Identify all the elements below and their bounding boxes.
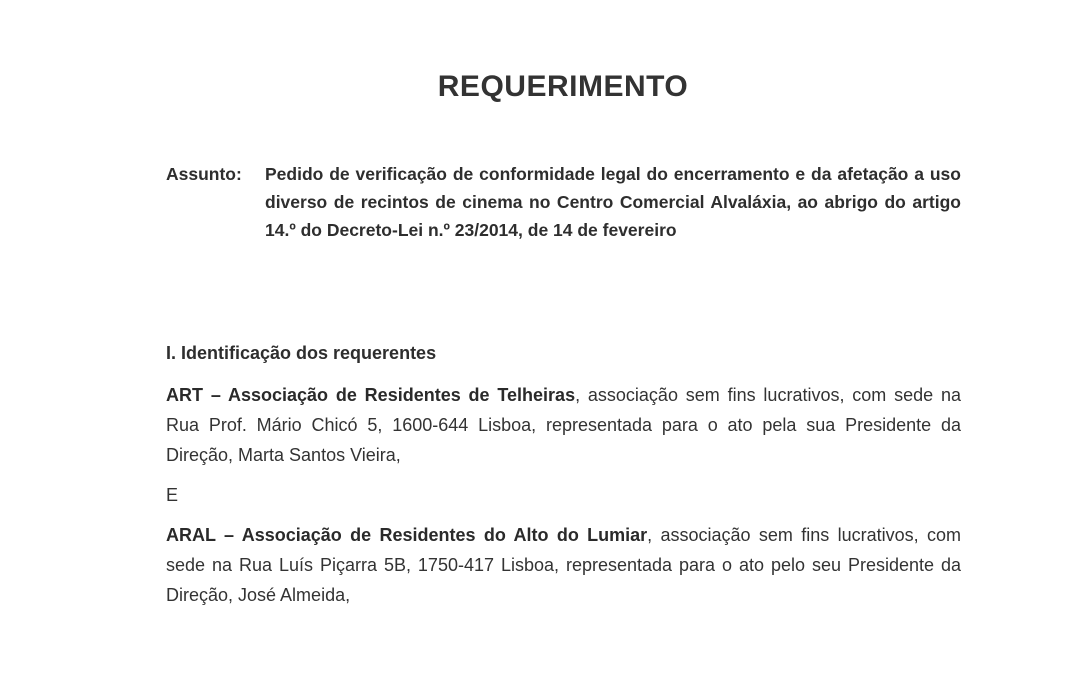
subject-text: Pedido de verificação de conformidade legal do encerramento e da afetação a uso diverso de recintos de cinema no Centro Comercial Alvaláxia, ao abrigo do artigo 14.º do Decreto-Lei n.º 23/2014, de 14 de fevereiro	[265, 164, 961, 240]
requerente-1-name: ART – Associação de Residentes de Telheiras	[166, 385, 576, 405]
subject-label: Assunto:	[166, 164, 242, 184]
document-title: REQUERIMENTO	[437, 70, 689, 103]
requerente-2-paragraph	[166, 520, 961, 610]
requerente-2-name: ARAL – Associação de Residentes do Alto do Lumiar	[166, 525, 648, 545]
subject-block	[166, 160, 961, 244]
conjunction: E	[166, 485, 179, 505]
section-heading: I. Identificação dos requerentes	[166, 343, 437, 363]
requerente-2-details: , associação sem fins lucrativos, com sede na Rua Luís Piçarra 5B, 1750-417 Lisboa, representada para o ato pelo seu Presidente da Direção, José Almeida,	[166, 525, 961, 605]
requerente-1-details: , associação sem fins lucrativos, com sede na Rua Prof. Mário Chicó 5, 1600-644 Lisboa, representada para o ato pela sua Presidente da Direção, Marta Santos Vieira,	[166, 385, 961, 465]
requerente-1-paragraph	[166, 380, 961, 470]
